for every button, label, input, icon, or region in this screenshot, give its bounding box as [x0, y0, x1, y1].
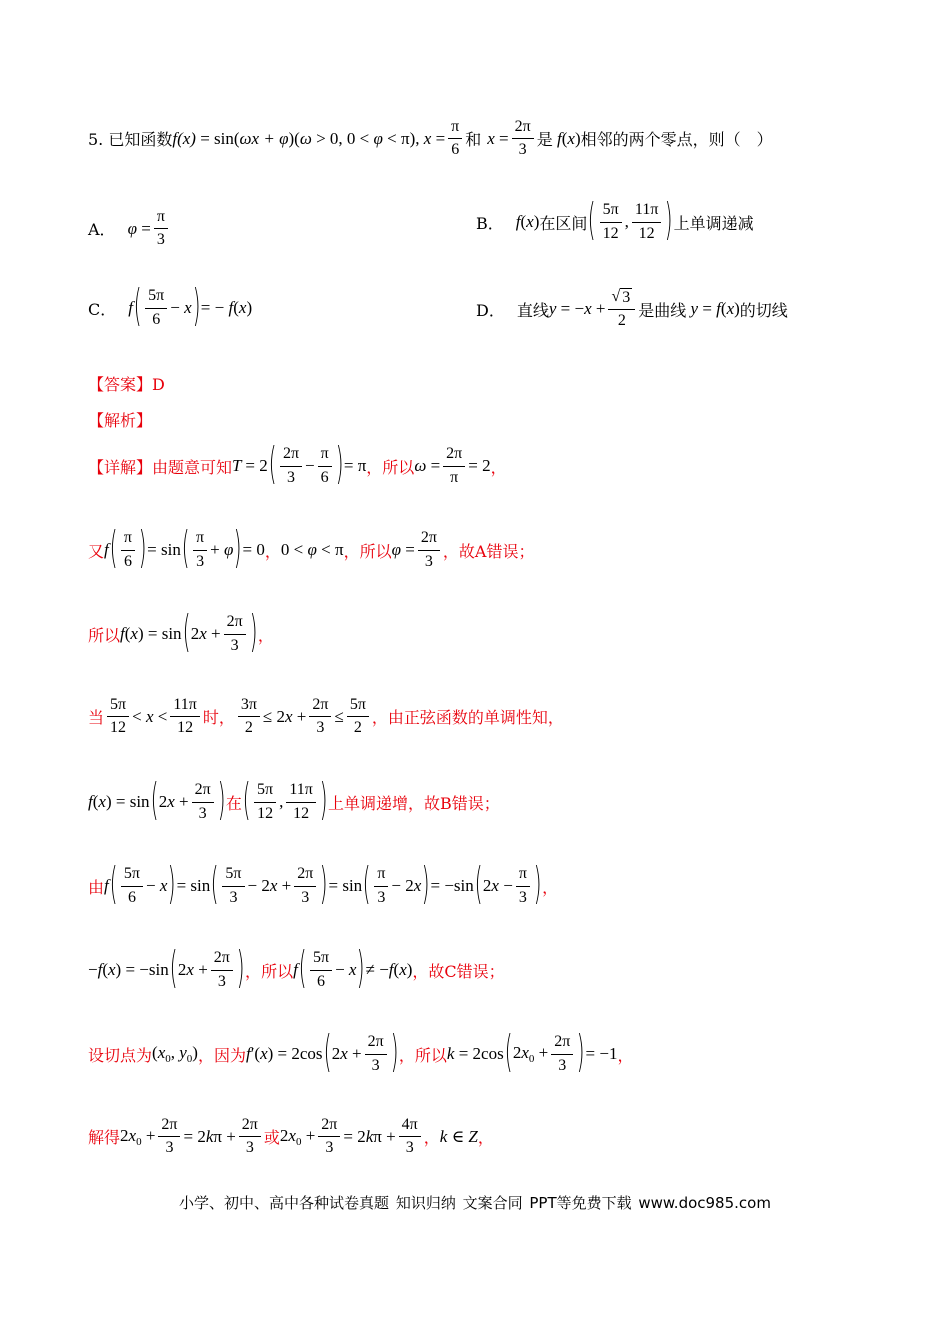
- detail-line-5: f(x) = sin ( 2x + $\frac{2\pi}{3}$ ) 在 ( $\frac{5\pi}{12}$ , $\frac{11\pi}{12}$ ) 上单调递增，故B错误；: [88, 774, 500, 825]
- question-is: 是: [536, 130, 553, 150]
- comma: ，: [617, 1045, 634, 1065]
- plus-phi: + φ: [210, 540, 234, 559]
- paren-close: ): [335, 438, 344, 489]
- or-text: 或: [263, 1128, 280, 1148]
- math-x: x =: [487, 128, 509, 148]
- arg-math: 2x +: [158, 792, 189, 811]
- paren-close: ): [320, 858, 328, 909]
- detail-line-3: [88, 606, 890, 657]
- math-fx: f(x): [515, 212, 540, 231]
- option-b-text-1: 在区间: [539, 213, 588, 233]
- option-d: [476, 288, 788, 331]
- sin-text: = sin: [176, 876, 211, 895]
- answer-line: [88, 372, 890, 395]
- paren-open: (: [150, 774, 158, 825]
- option-d-line: y = −x +: [548, 299, 606, 319]
- comma: ，: [423, 1128, 440, 1148]
- option-a-label: A．: [88, 220, 116, 240]
- paren-close: ): [533, 858, 542, 909]
- arg-math: 2x +: [331, 1044, 362, 1063]
- tangent-text: 设切点为: [88, 1045, 153, 1065]
- option-b-label: B．: [476, 213, 504, 233]
- so-text: 所以: [88, 625, 121, 645]
- x-range: < x <: [132, 706, 168, 726]
- option-a-math: φ =: [127, 218, 151, 238]
- fx-math: f(x) = sin: [88, 792, 150, 811]
- paren-close: ): [357, 942, 365, 993]
- tangent-point: ($x_0$, $y_0$): [152, 1043, 198, 1065]
- fraction: $\frac{5\pi}{6}$: [145, 287, 167, 329]
- fraction: $\frac{5\pi}{6}$: [310, 949, 332, 991]
- fraction: $\frac{2\pi}{3}$: [280, 445, 302, 487]
- solve-text: 解得: [88, 1128, 121, 1148]
- detail-line-9: [88, 1116, 890, 1158]
- question-line: [88, 118, 890, 160]
- paren-close: ): [249, 606, 258, 657]
- equals-0: = 0: [242, 540, 265, 559]
- page-footer: 小学、初中、高中各种试卷真题 知识归纳 文案合同 PPT等免费下载 www.doc985.com: [179, 1194, 771, 1212]
- paren-open: (: [362, 858, 371, 909]
- paren-close: ): [234, 522, 242, 573]
- math-fx: f(x): [552, 128, 581, 148]
- fx-math: f(x) = sin: [120, 624, 182, 643]
- paren-close: ): [665, 194, 673, 245]
- because-text: ，因为: [197, 1045, 246, 1065]
- question-and: 和: [465, 130, 482, 150]
- minus: −: [305, 456, 315, 475]
- math-f: f: [104, 540, 109, 559]
- answer-label: 【答案】D: [88, 375, 165, 394]
- paren-close: ): [422, 858, 430, 909]
- arg-math: − 2x +: [247, 876, 292, 895]
- arg-math: 2x +: [190, 624, 221, 643]
- option-d-text-1: 直线: [516, 300, 549, 320]
- fraction: $\frac{2\pi}{3}$: [418, 529, 440, 571]
- so-text: ，所以: [343, 541, 392, 561]
- fraction: $\frac{2\pi}{3}$: [239, 1116, 261, 1158]
- fraction: $\frac{4\pi}{3}$: [399, 1116, 421, 1158]
- k-in-z: k ∈ Z: [439, 1126, 478, 1146]
- fraction: $\frac{2\pi}{3}$: [318, 1116, 340, 1158]
- paren-close: ): [192, 280, 201, 331]
- arg-math: 2x +: [177, 960, 208, 979]
- paren-close: ): [319, 774, 328, 825]
- fraction: $\frac{11\pi}{12}$: [286, 781, 315, 823]
- paren-open: (: [169, 942, 178, 993]
- eq2-math: $2x_0$ +: [279, 1125, 316, 1148]
- paren-close: ): [217, 774, 226, 825]
- detail-line-7: [88, 942, 890, 993]
- paren-close: ): [577, 1026, 585, 1077]
- equals-pi: = π: [343, 456, 367, 475]
- fraction: $\frac{11\pi}{12}$: [632, 201, 661, 243]
- fraction: $\frac{11\pi}{12}$: [170, 696, 199, 738]
- arg-math: − 2x: [391, 876, 422, 895]
- fraction: √ 3 2: [608, 288, 635, 331]
- sine-mono-text: ，由正弦函数的单调性知，: [371, 708, 564, 728]
- fraction: $\frac{2\pi}{3}$: [512, 118, 534, 160]
- option-c-rhs: = − f(x): [200, 298, 253, 317]
- paren-open: (: [474, 858, 483, 909]
- from-text: 由: [88, 877, 105, 897]
- fraction: $\frac{2\pi}{3}$: [551, 1033, 573, 1075]
- analysis-label: 【解析】: [88, 411, 153, 430]
- comma: ，: [264, 541, 281, 561]
- function-definition: f(x) = sin(ωx + φ)(ω > 0, 0 < φ < π), x =: [172, 128, 446, 148]
- neq-math: ≠ −f(x): [365, 960, 413, 979]
- option-b-text-2: 上单调递减: [673, 213, 754, 233]
- math-f: f: [128, 298, 133, 317]
- paren-open: (: [133, 280, 142, 331]
- question-prefix: 5. 已知函数: [88, 130, 173, 150]
- paren-open: (: [181, 522, 190, 573]
- sin-text: = sin: [147, 540, 181, 559]
- option-a: [88, 208, 171, 250]
- paren-close: ): [138, 522, 147, 573]
- paren-open: (: [109, 858, 118, 909]
- also-text: 又: [88, 541, 105, 561]
- a-wrong-text: ，故A错误；: [442, 541, 535, 561]
- neg-sin-text: = −sin: [430, 876, 474, 895]
- paren-open: (: [268, 438, 277, 489]
- fraction: $\frac{\pi}{6}$: [448, 118, 462, 160]
- sin-text: = sin: [328, 876, 363, 895]
- paren-open: (: [298, 942, 307, 993]
- question-tail: 相邻的两个零点，则（ ）: [580, 130, 773, 150]
- paren-close: ): [236, 942, 245, 993]
- math-f: f: [104, 876, 109, 895]
- fraction: $\frac{\pi}{6}$: [121, 529, 135, 571]
- slope-math: k = 2cos: [446, 1044, 504, 1063]
- omega-math: ω =: [414, 456, 441, 475]
- b-wrong-text: 上单调递增，故B错误；: [328, 793, 500, 813]
- paren-open: (: [109, 522, 118, 573]
- fraction: $\frac{2\pi}{\pi}$: [443, 445, 465, 487]
- fraction: $\frac{5\pi}{12}$: [254, 781, 276, 823]
- analysis-label-line: [88, 408, 890, 431]
- option-d-curve: y = f(x): [686, 299, 740, 319]
- c-wrong-text: ，故C错误；: [412, 961, 505, 981]
- detail-label: 【详解】由题意可知: [88, 457, 233, 477]
- so-text: ，所以: [366, 457, 415, 477]
- option-d-text-3: 的切线: [739, 300, 788, 320]
- option-c: [88, 280, 253, 331]
- fraction: $\frac{2\pi}{3}$: [158, 1116, 180, 1158]
- arg-math: 2x −: [482, 876, 513, 895]
- paren-open: (: [210, 858, 219, 909]
- fraction: $\frac{2\pi}{3}$: [211, 949, 233, 991]
- detail-line-1: [88, 438, 890, 489]
- fraction: $\frac{\pi}{6}$: [318, 445, 332, 487]
- paren-open: (: [182, 606, 191, 657]
- fraction: $\frac{3\pi}{2}$: [238, 696, 260, 738]
- detail-line-8: [88, 1026, 890, 1077]
- minus-x: − x: [146, 876, 168, 895]
- math-f: f: [293, 960, 298, 979]
- fraction: $\frac{2\pi}{3}$: [224, 613, 246, 655]
- phi-math: φ =: [391, 540, 415, 559]
- fraction: $\frac{2\pi}{3}$: [365, 1033, 387, 1075]
- eq2-rhs: = 2kπ +: [343, 1126, 396, 1146]
- option-d-label: D．: [476, 300, 505, 320]
- equals-2: = 2: [468, 456, 491, 475]
- comma: ，: [477, 1128, 494, 1148]
- derivative-math: f′(x) = 2cos: [245, 1044, 323, 1063]
- fraction: $\frac{5\pi}{12}$: [107, 696, 129, 738]
- comma: ，: [542, 877, 559, 897]
- option-c-math: − x: [170, 298, 192, 317]
- option-d-text-2: 是曲线: [638, 300, 687, 320]
- leq: ≤: [334, 706, 344, 726]
- when-time-text: 时，: [202, 708, 235, 728]
- neg-fx-math: −f(x) = −sin: [88, 960, 169, 979]
- detail-line-2: [88, 522, 890, 573]
- fraction: $\frac{\pi}{3}$: [154, 208, 168, 250]
- detail-line-6: [88, 858, 890, 909]
- fraction: $\frac{\pi}{3}$: [516, 865, 530, 907]
- fraction: $\frac{2\pi}{3}$: [309, 696, 331, 738]
- fraction: $\frac{2\pi}{3}$: [294, 865, 316, 907]
- option-b: B． f(x) 在区间 ( $\frac{5\pi}{12}$ , $\frac{11\pi}{12}$ ) 上单调递减: [476, 194, 754, 245]
- paren-close: ): [168, 858, 176, 909]
- in-text: 在: [225, 793, 242, 813]
- fraction: $\frac{5\pi}{2}$: [347, 696, 369, 738]
- fraction: $\frac{5\pi}{6}$: [121, 865, 143, 907]
- fraction: $\frac{5\pi}{3}$: [222, 865, 244, 907]
- fraction: $\frac{\pi}{3}$: [374, 865, 388, 907]
- paren-open: (: [588, 194, 596, 245]
- paren-open: (: [323, 1026, 332, 1077]
- so-text: ，所以: [245, 961, 294, 981]
- fraction: $\frac{2\pi}{3}$: [192, 781, 214, 823]
- period-math: T = 2: [232, 456, 268, 475]
- paren-open: (: [242, 774, 251, 825]
- detail-line-4: [88, 696, 890, 738]
- equals-neg1: = −1: [585, 1044, 618, 1063]
- comma: ，: [257, 625, 274, 645]
- eq1-rhs: = 2kπ +: [183, 1126, 236, 1146]
- so-text: ，所以: [398, 1045, 447, 1065]
- minus-x: − x: [335, 960, 357, 979]
- arg-math: $2x_0$ +: [512, 1043, 549, 1065]
- eq1-math: $2x_0$ +: [120, 1125, 156, 1148]
- phi-range: 0 < φ < π: [280, 540, 344, 559]
- fraction: $\frac{\pi}{3}$: [193, 529, 207, 571]
- comma: ，: [490, 457, 507, 477]
- fraction: $\frac{5\pi}{12}$: [600, 201, 622, 243]
- when-text: 当: [88, 708, 105, 728]
- paren-close: ): [390, 1026, 399, 1077]
- paren-open: (: [504, 1026, 513, 1077]
- option-c-label: C．: [88, 299, 117, 319]
- ineq-math: ≤ 2x +: [262, 706, 307, 726]
